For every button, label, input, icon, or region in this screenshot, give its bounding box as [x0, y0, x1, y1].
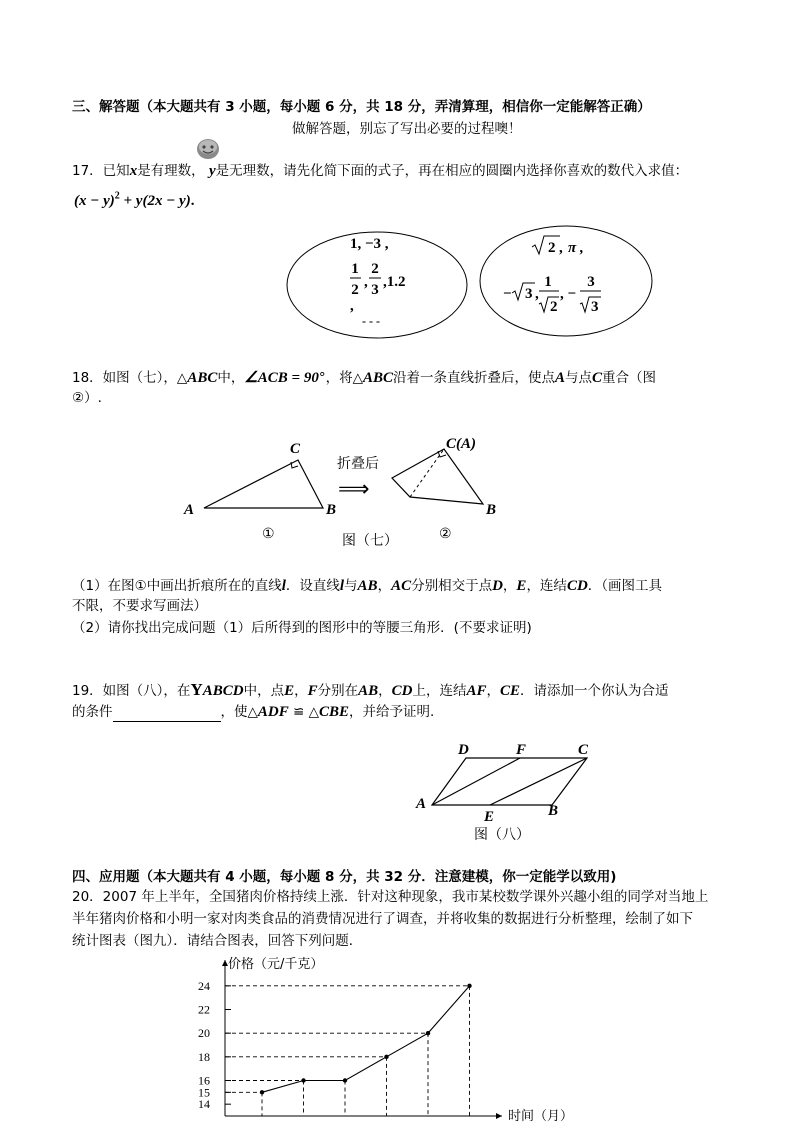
chart-xlabel: 时间（月） [508, 1109, 574, 1123]
fig7-circle-1: ① [262, 527, 275, 542]
left-ellipse-tail: ,1.2 [383, 274, 406, 290]
y-tick-label: 24 [198, 978, 210, 993]
svg-text:,: , [559, 240, 563, 256]
data-point [384, 1055, 388, 1059]
data-point [343, 1078, 347, 1082]
fig8-caption: 图（八） [474, 827, 530, 843]
y-tick-label: 20 [198, 1026, 210, 1041]
frac-4-num: 3 [587, 274, 595, 290]
data-point [426, 1031, 430, 1035]
fig8-label-B: B [548, 803, 559, 819]
frac-3-den: 2 [550, 299, 558, 315]
frac-1-den: 2 [351, 282, 359, 298]
fig8-label-A: A [416, 796, 427, 812]
section3-heading: 三、解答题（本大题共有 3 小题，每小题 6 分，共 18 分，弄清算理，相信你一定能解答正确） [72, 99, 651, 115]
segment-af [432, 758, 520, 805]
fig7-circle-2: ② [439, 527, 452, 542]
y-tick-label: 15 [198, 1085, 210, 1100]
y-tick-label: 16 [198, 1073, 210, 1088]
frac-4-den: 3 [591, 299, 599, 315]
section3-reminder: 做解答题，别忘了写出必要的过程噢！ [292, 121, 522, 137]
fig7-caption: 图（七） [342, 533, 398, 549]
q20-line3: 统计图表（图九）．请结合图表，回答下列问题． [72, 933, 363, 949]
figure-8 [412, 740, 602, 844]
right-ellipse-line2 [503, 270, 613, 320]
q18-sub1-line2: 不限，不要求写画法） [72, 598, 207, 614]
left-ellipse-fractions [350, 258, 420, 302]
q18-text-line1: 18．如图（七），△ABC中，∠ACB = 90°，将△ABC沿着一条直线折叠后，使点A与点C重合（图 [72, 370, 657, 386]
pi-symbol: π , [568, 240, 584, 256]
segment-ce [490, 758, 587, 805]
price-series-line [262, 986, 470, 1093]
data-point [260, 1090, 264, 1094]
fig7-label-B2: B [486, 502, 497, 518]
answer-blank[interactable] [113, 707, 221, 722]
frac-3-num: 1 [544, 274, 552, 290]
fig8-label-F: F [516, 742, 527, 758]
fig8-label-E: E [484, 809, 495, 825]
svg-text:,: , [364, 274, 368, 290]
svg-text:, −: , − [560, 286, 577, 302]
smiley-icon [195, 137, 221, 161]
q19-line1: 19．如图（八），在YABCD中，点E，F分别在AB，CD上，连结AF，CE．请添加一个你认为合适 [72, 680, 669, 699]
triangle-abc [204, 460, 323, 508]
y-tick-label: 18 [198, 1049, 210, 1064]
q20-line2: 半年猪肉价格和小明一家对肉类食品的消费情况进行了调查，并将收集的数据进行分析整理，绘制了如下 [72, 911, 693, 927]
frac-1-num: 1 [351, 261, 359, 277]
svg-text:,: , [535, 286, 539, 302]
section4-heading: 四、应用题（本大题共有 4 小题，每小题 8 分，共 32 分．注意建模，你一定能学以致用) [72, 869, 617, 885]
fig8-label-C: C [578, 742, 589, 758]
q18-sub1-line1: （1）在图①中画出折痕所在的直线l．设直线l与AB，AC分别相交于点D，E，连结CD．（画图工具 [72, 578, 663, 594]
sqrt3-radicand: 3 [525, 286, 533, 302]
pork-price-chart [190, 950, 590, 1123]
neg-sign: − [503, 286, 512, 302]
x-axis-arrow [496, 1113, 502, 1119]
data-point [467, 984, 471, 988]
y-tick-label: 14 [198, 1097, 210, 1112]
folded-shape [392, 449, 483, 504]
y-tick-label: 22 [198, 1002, 210, 1017]
q18-text-line2: ②）. [72, 390, 102, 406]
fig7-label-C: C [290, 441, 301, 457]
frac-2-num: 2 [371, 261, 379, 277]
frac-2-den: 3 [371, 282, 379, 298]
fig8-label-D: D [458, 742, 469, 758]
q17-text: 17．已知x是有理数， y是无理数，请先化简下面的式子，再在相应的圆圈内选择你喜欢的数代入求值： [72, 163, 689, 179]
fig7-label-B: B [326, 502, 337, 518]
right-ellipse-line1 [530, 232, 630, 260]
left-ellipse-dash: - - - [362, 314, 380, 328]
chart-ylabel: 价格（元/千克） [228, 957, 324, 972]
left-ellipse-line1: 1, −3 , [350, 236, 389, 252]
data-point [301, 1078, 305, 1082]
fold-label: 折叠后 [337, 456, 379, 472]
figure-7 [180, 432, 510, 552]
q17-expression: $(x - y)^2 + y(2x - y)$. [74, 190, 195, 209]
fig7-label-CA: C(A) [446, 436, 476, 452]
q19-line2: 的条件 ，使△ADF ≌ △CBE，并给予证明. [72, 704, 435, 720]
left-ellipse-comma: , [350, 298, 354, 314]
q18-sub2: （2）请你找出完成问题（1）后所得到的图形中的等腰三角形．(不要求证明) [72, 620, 532, 636]
parallelogram-abcd [432, 758, 587, 805]
fig7-label-A: A [184, 502, 195, 518]
fold-arrow: ⟹ [338, 476, 370, 501]
q20-line1: 20．2007 年上半年，全国猪肉价格持续上涨．针对这种现象，我市某校数学课外兴趣小组的同学对当地上 [72, 889, 709, 905]
sqrt2-radicand: 2 [548, 240, 556, 256]
